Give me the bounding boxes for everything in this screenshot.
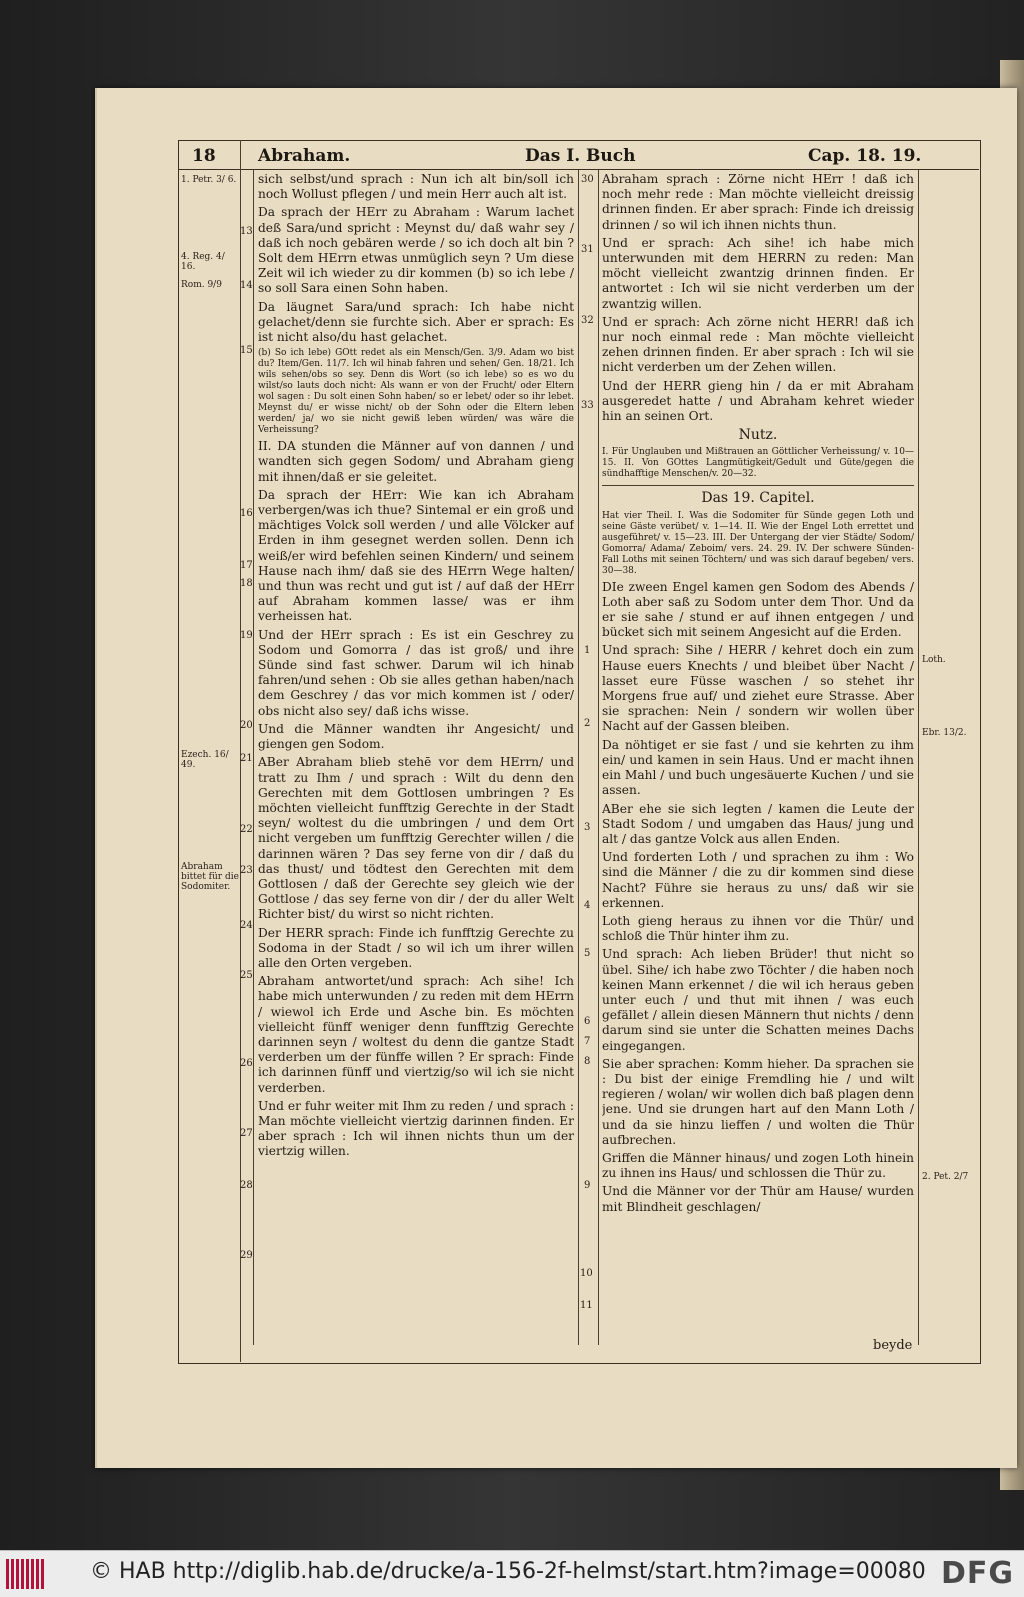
- verse-number: 31: [581, 244, 594, 255]
- paragraph: Da sprach der HErr zu Abraham : Warum lachet deß Sara/und spricht : Meynst du/ daß wahr sey / daß ich noch gebären werde / so ich doch alt bin ? Solt dem HErrn etwas unmüglich seyn ? Um diese Zeit wil ich wieder zu dir kommen (b) so ich lebe / so soll Sara einen Sohn haben.: [258, 205, 574, 296]
- verse-number: 15: [240, 345, 253, 356]
- verse-number: 10: [580, 1268, 593, 1279]
- verse-number: 9: [584, 1180, 591, 1191]
- paragraph: Und die Männer wandten ihr Angesicht/ und giengen gen Sodom.: [258, 721, 574, 752]
- verse-number: 3: [584, 822, 591, 833]
- paragraph: Abraham antwortet/und sprach: Ach sihe! Ich habe mich unterwunden / zu reden mit dem HErrn / wiewol ich Erde und Asche bin. Es möchten vielleicht fünff weniger denn funfftzig Gerechte darinnen seyn / woltest du denn die gantze Stadt verderben um der fünffe willen ? Er sprach: Finde ich darinnen fünff und viertzig/so wil ich sie nicht verderben.: [258, 974, 574, 1095]
- paragraph: sich selbst/und sprach : Nun ich alt bin/soll ich noch Wollust pflegen / und mein Herr auch alt ist.: [258, 172, 574, 202]
- verse-number: 17: [240, 560, 253, 571]
- margin-ref-4reg: 4. Reg. 4/ 16.: [181, 252, 225, 272]
- paragraph: II. DA stunden die Männer auf von dannen / und wandten sich gegen Sodom/ und Abraham gieng mit ihnen/daß er sie geleitet.: [258, 439, 574, 484]
- left-text-column: [258, 172, 574, 1342]
- center-rule-right: [598, 170, 599, 1345]
- center-rule-left: [578, 170, 579, 1345]
- nutz-heading: Nutz.: [738, 427, 778, 444]
- margin-ref-2pet: 2. Pet. 2/7: [922, 1172, 969, 1182]
- paragraph: ABer Abraham blieb stehē vor dem HErrn/ und tratt zu Ihm / und sprach : Wilt du denn den Gerechten mit dem Gottlosen umbringen ? Es möchten vielleicht funfftzig Gerechte in der Stadt seyn/ woltest du die umbringen / und dem Ort nicht vergeben um funfftzig Gerechter willen / die darinnen wären ? Das sey ferne von dir / daß du das thust/ und tödtest den Gerechten mit dem Gottlosen / daß der Gerechte sey gleich wie der Gottlose / das sey ferne von dir / der du aller Welt Richter bist/ du wirst so nicht richten.: [258, 755, 574, 922]
- verse-number: 26: [240, 1058, 253, 1069]
- verse-number: 11: [580, 1300, 593, 1311]
- verse-number: 28: [240, 1180, 253, 1191]
- paragraph: Da nöhtiget er sie fast / und sie kehrten zu ihm ein/ und kamen in sein Haus. Und er macht ihnen ein Mahl / und buch ungesäuerte Kuchen / und sie assen.: [602, 737, 914, 798]
- paragraph: Der HERR sprach: Finde ich funfftzig Gerechte zu Sodoma in der Stadt / so wil ich um ihrer willen alle den Orten vergeben.: [258, 925, 574, 970]
- section-rule: [602, 485, 914, 486]
- paragraph: Abraham sprach : Zörne nicht HErr ! daß ich noch mehr rede : Man möchte vielleicht dreissig drinnen finden. Er aber sprach: Finde ich dreissig drinnen / so wil ich ihnen nichts thun.: [602, 172, 914, 232]
- verse-number: 14: [240, 280, 253, 291]
- page-number: 18: [192, 146, 216, 166]
- margin-ref-loth: Loth.: [922, 655, 946, 665]
- paragraph: Da sprach der HErr: Wie kan ich Abraham verbergen/was ich thue? Sintemal er ein groß und mächtiges Volck soll werden / und alle Völcker auf Erden in ihm gesegnet werden sollen. Denn ich weiß/er wird befehlen seinen Kindern/ und seinem Hause nach ihm/ daß sie des HErrn Wege halten/ und thun was recht und gut ist / auf daß der HErr auf Abraham kommen lasse/ was er ihm verheissen hat.: [258, 487, 574, 624]
- paragraph: Und sprach: Sihe / HERR / kehret doch ein zum Hause euers Knechts / und bleibet über Nacht / lasset eure Füsse waschen / so stehet ihr Morgens frue auf/ und ziehet eure Strasse. Aber sie sprachen: Nein / sondern wir wollen über Nacht auf der Gassen bleiben.: [602, 643, 914, 734]
- paragraph: Und der HERR gieng hin / da er mit Abraham ausgeredet hatte / und Abraham kehret wieder hin an seinen Ort.: [602, 378, 914, 424]
- verse-number: 8: [584, 1056, 591, 1067]
- margin-ref-1petr: 1. Petr. 3/ 6.: [181, 175, 237, 185]
- verse-number: 21: [240, 753, 253, 764]
- chapter-title: Das 19. Capitel.: [701, 490, 815, 507]
- left-margin-rule: [240, 140, 241, 1362]
- paragraph: Da läugnet Sara/und sprach: Ich habe nicht gelachet/denn sie furchte sich. Aber er sprach: Es ist nicht also/du hast gelachet.: [258, 299, 574, 345]
- right-margin-rule: [918, 170, 919, 1345]
- running-title: Abraham.: [258, 146, 351, 166]
- verse-number: 2: [584, 718, 591, 729]
- footnote: (b) So ich lebe) GOtt redet als ein Mensch/Gen. 3/9. Adam wo bist du? Item/Gen. 11/7. Ich wil hinab fahren und sehen/ Gen. 18/21. Ich wils sehen/obs so sey. Denn dis Wort (so ich lebe) so es wo du wilst/so lauts doch nicht: Als wann er von der Frucht/ oder Eltern wol sagen : Du solt einen Sohn haben/ so er lebet/ oder so ihr lebet. Meynst du/ er wisse nicht/ ob der Sohn oder die Eltern leben werden/ ja/ wo sie nicht gewiß leben würden/ was wäre die Verheissung?: [258, 348, 574, 436]
- verse-number: 16: [240, 508, 253, 519]
- verse-number: 29: [240, 1250, 253, 1261]
- verse-number: 32: [581, 315, 594, 326]
- paragraph: DIe zween Engel kamen gen Sodom des Abends / Loth aber saß zu Sodom unter dem Thor. Und da er sie sahe / stund er auf ihnen entgegen / und bücket sich mit seinem Angesicht auf die Erden.: [602, 579, 914, 640]
- verse-number: 25: [240, 970, 253, 981]
- verse-number: 1: [584, 645, 591, 656]
- hab-logo-icon: [6, 1559, 44, 1589]
- catchword: beyde: [873, 1338, 913, 1353]
- paragraph: Und der HErr sprach : Es ist ein Geschrey zu Sodom und Gomorra / das ist groß/ und ihre Sünde sind fast schwer. Darum wil ich hinab fahren/und sehen : Ob sie alles gethan haben/nach dem Geschrey / das vor mich kommen ist / oder/ obs nicht also sey/ daß ichs wisse.: [258, 627, 574, 718]
- left-verse-rule: [253, 170, 254, 1345]
- verse-number: 30: [581, 174, 594, 185]
- verse-number: 33: [581, 400, 594, 411]
- right-text-column: [602, 172, 914, 1332]
- chapter-heading: Cap. 18. 19.: [808, 146, 922, 166]
- paragraph: Und die Männer vor der Thür am Hause/ wurden mit Blindheit geschlagen/: [602, 1184, 914, 1214]
- margin-ref-ezech: Ezech. 16/ 49.: [181, 750, 229, 770]
- verse-number: 27: [240, 1128, 253, 1139]
- verse-number: 22: [240, 824, 253, 835]
- verse-number: 23: [240, 865, 253, 876]
- paragraph: Sie aber sprachen: Komm hieher. Da sprachen sie : Du bist der einige Fremdling hie / und wilt regieren / wolan/ wir wollen dich baß plagen denn jene. Und sie drungen hart auf den Mann Loth / und da sie hinzu lieffen / und wolten die Thür aufbrechen.: [602, 1056, 914, 1147]
- margin-ref-ebr: Ebr. 13/2.: [922, 728, 967, 738]
- chapter-summary: Hat vier Theil. I. Was die Sodomiter für Sünde gegen Loth und seine Gäste verübet/ v. 1—14. II. Wie der Engel Loth errettet und ausgeführet/ v. 15—23. III. Der Untergang der vier Städte/ Sodom/ Gomorra/ Adama/ Zeboim/ vers. 24. 29. IV. Der schwere Sünden-Fall Loths mit seinen Töchtern/ und was sich darauf begeben/ vers. 30—38.: [602, 510, 914, 576]
- dfg-logo: DFG: [940, 1556, 1014, 1591]
- nutz-text: I. Für Unglauben und Mißtrauen an Göttlicher Verheissung/ v. 10—15. II. Von GOttes Langmütigkeit/Gedult und Güte/gegen die sündhafftige Menschen/v. 20—32.: [602, 447, 914, 480]
- paragraph: Griffen die Männer hinaus/ und zogen Loth hinein zu ihnen ins Haus/ und schlossen die Thür zu.: [602, 1150, 914, 1181]
- viewer-footer: [0, 1550, 1024, 1597]
- verse-number: 7: [584, 1036, 591, 1047]
- paragraph: Und er fuhr weiter mit Ihm zu reden / und sprach : Man möchte vielleicht viertzig darinnen finden. Er aber sprach : Ich wil ihnen nichts thun um der viertzig willen.: [258, 1098, 574, 1159]
- verse-number: 18: [240, 578, 253, 589]
- source-link[interactable]: © HAB http://diglib.hab.de/drucke/a-156-2f-helmst/start.htm?image=00080: [90, 1559, 926, 1584]
- paragraph: Und er sprach: Ach sihe! ich habe mich unterwunden mit dem HERRN zu reden: Man möcht vielleicht zwantzig drinnen finden. Er antwortet : Ich wil sie nicht verderben um der zwantzig willen.: [602, 235, 914, 311]
- verse-number: 4: [584, 900, 591, 911]
- verse-number: 24: [240, 920, 253, 931]
- margin-note-abraham: Abraham bittet für die Sodomiter.: [181, 862, 239, 892]
- paragraph: Loth gieng heraus zu ihnen vor die Thür/ und schloß die Thür hinter ihm zu.: [602, 913, 914, 944]
- paragraph: ABer ehe sie sich legten / kamen die Leute der Stadt Sodom / und umgaben das Haus/ jung und alt / das gantze Volck aus allen Enden.: [602, 801, 914, 846]
- verse-number: 5: [584, 948, 591, 959]
- verse-number: 6: [584, 1016, 591, 1027]
- verse-number: 13: [240, 226, 253, 237]
- margin-ref-rom: Rom. 9/9: [181, 280, 222, 290]
- book-title: Das I. Buch: [525, 146, 636, 166]
- verse-number: 20: [240, 720, 253, 731]
- verse-number: 19: [240, 630, 253, 641]
- paragraph: Und sprach: Ach lieben Brüder! thut nicht so übel. Sihe/ ich habe zwo Töchter / die haben noch keinen Mann erkennet / die wil ich heraus geben unter euch / und thut mit ihnen / was euch gefället / allein diesen Männern thut nichts / denn darum sind sie unter die Schatten meines Dachs eingegangen.: [602, 947, 914, 1053]
- paragraph: Und er sprach: Ach zörne nicht HERR! daß ich nur noch einmal rede : Man möchte vielleicht zehen drinnen finden. Er aber sprach : Ich wil sie nicht verderben um der Zehen willen.: [602, 314, 914, 375]
- paragraph: Und forderten Loth / und sprachen zu ihm : Wo sind die Männer / die zu dir kommen sind diese Nacht? Führe sie heraus zu uns/ daß wir sie erkennen.: [602, 850, 914, 910]
